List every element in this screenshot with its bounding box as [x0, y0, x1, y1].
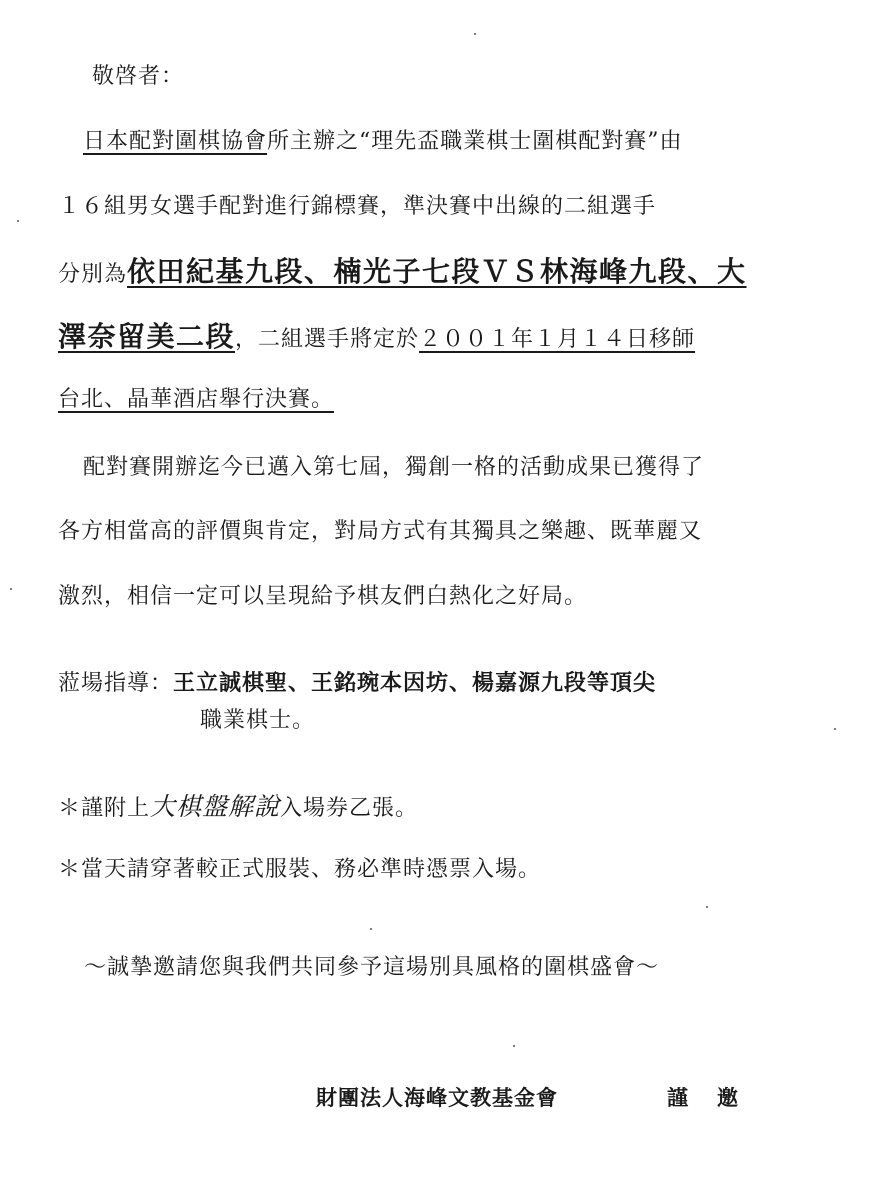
paragraph-1-line-3: [58, 255, 747, 288]
invitation-line: ～誠摯邀請您與我們共同參予這場別具風格的圍棋盛會～: [84, 955, 660, 980]
note-ticket-emphasis: 大棋盤解說: [150, 792, 281, 821]
players-names-2: 澤奈留美二段: [58, 320, 236, 353]
schedule-text: ，二組選手將定於: [235, 327, 420, 352]
paragraph-2-line-2: 各方相當高的評價與肯定，對局方式有其獨具之樂趣、既華麗又: [58, 519, 703, 544]
signature-organization: 財團法人海峰文教基金會: [316, 1085, 558, 1110]
scan-speck: [17, 220, 19, 222]
paragraph-2-line-1: 配對賽開辦迄今已邁入第七屆，獨創一格的活動成果已獲得了: [83, 455, 705, 480]
scan-speck: [474, 33, 476, 35]
guidance-names: 王立誠棋聖、王銘琬本因坊、楊嘉源九段等頂尖: [173, 670, 657, 696]
signature-closing: 謹 邀: [667, 1085, 742, 1110]
scan-speck: [706, 906, 708, 908]
guidance-label: 蒞場指導：: [58, 671, 174, 696]
paragraph-1-line-2: １６組男女選手配對進行錦標賽，準決賽中出線的二組選手: [58, 194, 657, 219]
paragraph-1-line-4: [58, 320, 696, 353]
note-ticket-prefix: ＊謹附上: [58, 796, 151, 821]
note-ticket-suffix: 入場券乙張。: [280, 796, 419, 821]
players-names-1: 依田紀基九段、楠光子七段ＶＳ林海峰九段、大: [127, 255, 747, 288]
players-prefix: 分別為: [58, 262, 128, 287]
scan-speck: [10, 588, 12, 590]
scan-speck: [513, 1045, 515, 1047]
scan-speck: [370, 928, 372, 930]
organizer-name: 日本配對圍棋協會: [83, 129, 268, 154]
salutation: 敬啓者：: [92, 64, 185, 89]
guidance-line-1: [58, 672, 656, 695]
note-dress-code: ＊當天請穿著較正式服裝、務必準時憑票入場。: [58, 857, 542, 882]
paragraph-1-line-5: 台北、晶華酒店舉行決賽。: [58, 387, 335, 412]
scan-speck: [834, 728, 836, 730]
guidance-line-2: 職業棋士。: [200, 708, 316, 733]
paragraph-1-line-1: [83, 131, 683, 153]
note-ticket: [58, 794, 418, 820]
event-description: 所主辦之“理先盃職業棋士圍棋配對賽”由: [267, 129, 683, 154]
final-date: ２００１年１月１４日移師: [419, 327, 696, 352]
paragraph-2-line-3: 激烈，相信一定可以呈現給予棋友們白熱化之好局。: [58, 584, 588, 609]
